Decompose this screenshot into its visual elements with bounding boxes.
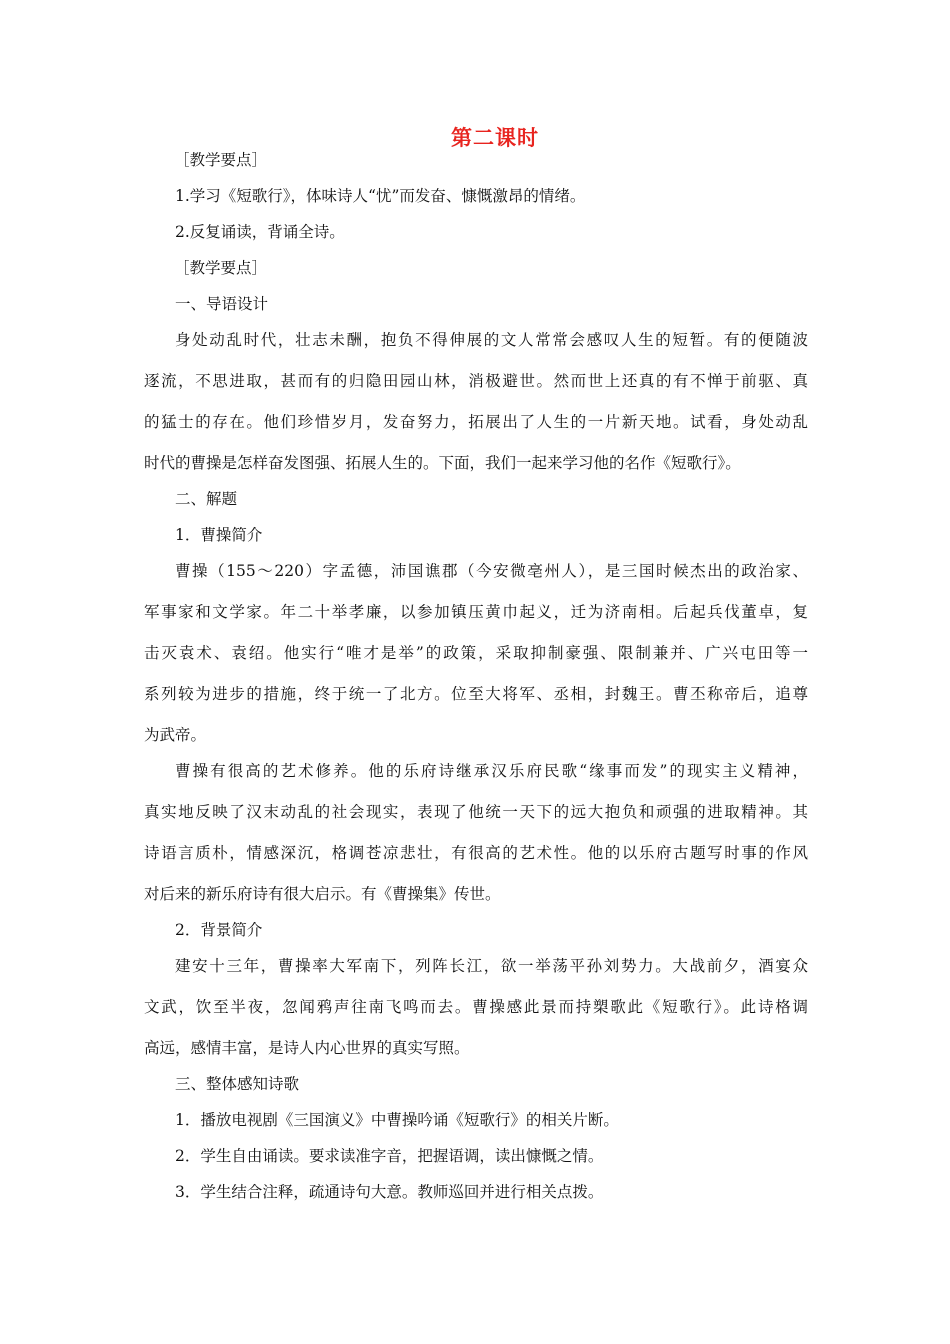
intro-line: 时代的曹操是怎样奋发图强、拓展人生的。下面，我们一起来学习他的名作《短歌行》。 <box>144 454 741 472</box>
bio-line: 为武帝。 <box>144 726 207 744</box>
document-body <box>144 150 808 1202</box>
intro-line: 身处动乱时代，壮志未酬，抱负不得伸展的文人常常会感叹人生的短暂。有的便随波 <box>175 331 808 349</box>
background-line: 高远，感情丰富，是诗人内心世界的真实写照。 <box>144 1039 470 1057</box>
art-line: 曹操有很高的艺术修养。他的乐府诗继承汉乐府民歌“缘事而发”的现实主义精神， <box>175 762 808 780</box>
art-paragraph <box>144 761 808 904</box>
subheading-background: 2．背景简介 <box>175 921 263 939</box>
bio-paragraph <box>144 561 808 745</box>
bio-line: 曹操（155～220）字孟德，沛国谯郡（今安微亳州人），是三国时候杰出的政治家、 <box>175 562 808 580</box>
teaching-points-heading: ［教学要点］ <box>174 151 268 169</box>
step-1: 1．播放电视剧《三国演义》中曹操吟诵《短歌行》的相关片断。 <box>175 1111 619 1129</box>
step-3: 3．学生结合注释，疏通诗句大意。教师巡回并进行相关点拨。 <box>175 1183 604 1201</box>
teaching-points-heading-2: ［教学要点］ <box>174 259 268 277</box>
page-title: 第二课时 <box>451 126 539 150</box>
background-paragraph <box>144 956 808 1058</box>
step-2: 2．学生自由诵读。要求读准字音，把握语调，读出慷慨之情。 <box>175 1147 604 1165</box>
intro-line: 逐流，不思进取，甚而有的归隐田园山林，消极避世。然而世上还真的有不惮于前驱、真 <box>144 372 808 390</box>
bio-line: 击灭袁术、袁绍。他实行“唯才是举”的政策，采取抑制豪强、限制兼并、广兴屯田等一 <box>144 644 808 662</box>
subheading-bio: 1．曹操简介 <box>175 526 263 544</box>
intro-paragraph <box>144 330 808 473</box>
section-heading-title-explain: 二、解题 <box>175 490 238 508</box>
bio-line: 系列较为进步的措施，终于统一了北方。位至大将军、丞相，封魏王。曹丕称帝后，追尊 <box>144 685 808 703</box>
intro-line: 的猛士的存在。他们珍惜岁月，发奋努力，拓展出了人生的一片新天地。试看，身处动乱 <box>144 413 808 431</box>
art-line: 对后来的新乐府诗有很大启示。有《曹操集》传世。 <box>144 885 501 903</box>
bio-line: 军事家和文学家。年二十举孝廉，以参加镇压黄巾起义，迁为济南相。后起兵伐董卓，复 <box>144 603 808 621</box>
section-heading-intro: 一、导语设计 <box>175 295 269 313</box>
background-line: 文武，饮至半夜，忽闻鸦声往南飞鸣而去。曹操感此景而持槊歌此《短歌行》。此诗格调 <box>144 998 808 1016</box>
art-line: 诗语言质朴，情感深沉，格调苍凉悲壮，有很高的艺术性。他的以乐府古题写时事的作风 <box>144 844 808 862</box>
teaching-point-1: 1.学习《短歌行》，体味诗人“忧”而发奋、慷慨激昂的情绪。 <box>175 187 586 205</box>
teaching-point-2: 2.反复诵读，背诵全诗。 <box>175 223 345 241</box>
section-heading-perception: 三、整体感知诗歌 <box>175 1075 300 1093</box>
background-line: 建安十三年，曹操率大军南下，列阵长江，欲一举荡平孙刘势力。大战前夕，酒宴众 <box>175 957 808 975</box>
art-line: 真实地反映了汉末动乱的社会现实，表现了他统一天下的远大抱负和顽强的进取精神。其 <box>144 803 808 821</box>
